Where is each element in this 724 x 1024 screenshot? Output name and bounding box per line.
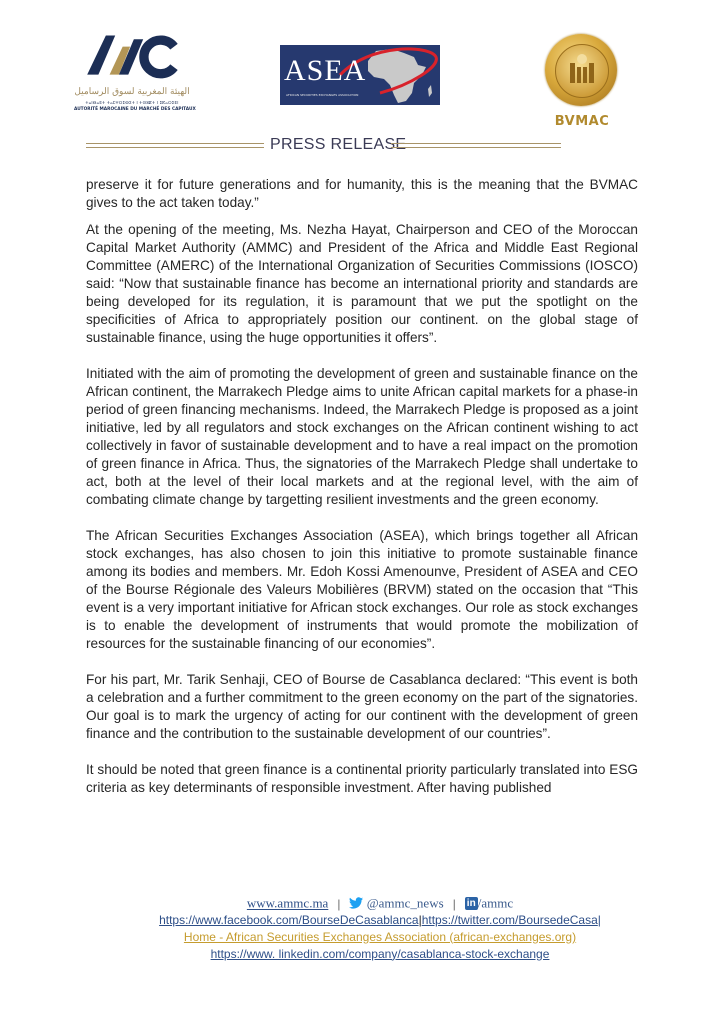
paragraph: preserve it for future generations and for humanity, this is the meaning that the BVMAC gives to the act taken today.” — [86, 177, 638, 210]
asea-logo — [280, 45, 440, 105]
footer — [130, 893, 630, 963]
press-release-body — [86, 176, 638, 797]
page-title: PRESS RELEASE — [270, 136, 407, 153]
title-rule-right — [391, 143, 561, 148]
footer-urls-line — [130, 912, 630, 929]
ammc-website-link[interactable]: www.ammc.ma — [246, 895, 329, 911]
ammc-french-name: AUTORITÉ MAROCAINE DU MARCHÉ DES CAPITAUX — [74, 107, 196, 112]
asea-subtitle: AFRICAN SECURITIES EXCHANGES ASSOCIATION — [286, 93, 359, 97]
paragraph: The African Securities Exchanges Association (ASEA), which brings together all African stock exchanges, has also chosen to join this initiative to promote sustainable finance among its bodies and members. Mr. Edoh Kossi Amenounve, President of ASEA and CEO of the Bourse Régionale des Valeurs Mobilières (BRVM) stated on the occasion that “This event is a very important initiative for African stock exchanges. Our role as stock exchanges is to enable the development of instruments that would promote the mobilization of resources for the sustainable financing of our economies”. — [86, 528, 638, 651]
ammc-arabic-name: الهيئة المغربية لسوق الرساميل — [74, 87, 190, 97]
separator: | — [337, 895, 341, 911]
linkedin-handle-link[interactable]: /ammc — [477, 895, 514, 911]
ammc-name-lines — [74, 86, 196, 113]
paragraph: Initiated with the aim of promoting the development of green and sustainable finance on the African continent, the Marrakech Pledge aims to unite African capital markets for a phase-in period of green financing mechanisms. Indeed, the Marrakech Pledge is proposed as a joint initiative, led by all regulators and stock exchanges on the African continent wishing to act collectively in favor of sustainable development and to have a real impact on the promotion of green finance in Africa. Thus, the signatories of the Marrakech Pledge shall undertake to act, both at the level of their local markets and at the regional level, with the aim of combating climate change by targetting resilient investments and the green economy. — [86, 366, 638, 507]
paragraph: For his part, Mr. Tarik Senhaji, CEO of Bourse de Casablanca declared: “This event is both a celebration and a further commitment to the green economy on the part of the signatories. Our goal is to mark the urgency of acting for our continent with the development of green finance and the contribution to the sustainable development of our countries”. — [86, 672, 638, 741]
paragraph: At the opening of the meeting, Ms. Nezha Hayat, Chairperson and CEO of the Moroccan Capital Market Authority (AMMC) and President of the Africa and Middle East Regional Committee (AMERC) of the International Organization of Securities Commissions (IOSCO) said: “Now that sustainable finance has become an international priority and standards are being developed for its regulation, it is paramount that we put the spotlight on the specificities of Africa to appropriately position our continent. on the global stage of sustainable finance, using the huge opportunities it offers”. — [86, 222, 638, 345]
bvmac-logo — [541, 34, 623, 134]
separator: | — [452, 895, 456, 911]
paragraph: It should be noted that green finance is a continental priority particularly translated into ESG criteria as key determinants of responsible investment. After having published — [86, 762, 638, 795]
ammc-monogram-icon — [82, 28, 182, 84]
footer-social-line — [130, 893, 630, 912]
ammc-tifinagh-name: ⵜⴰⵏⴱⴰⴹⵜ ⵜⴰⵎⵖⵔⵉⴱⵉⵜ ⵏ ⵜⵙⵓⵇⵜ ⵏ ⵉⴽⴰⵔⵉⴹⵏ — [85, 100, 179, 105]
separator: | — [597, 912, 601, 927]
twitter-icon — [349, 897, 363, 909]
facebook-link[interactable]: https://www.facebook.com/BourseDeCasablanca — [159, 912, 419, 927]
linkedin-url-link[interactable]: https://www. linkedin.com/company/casablanca-stock-exchange — [210, 946, 550, 961]
twitter-handle-link[interactable]: @ammc_news — [366, 895, 444, 911]
linkedin-icon: in — [465, 897, 478, 910]
bvmac-coin-icon — [545, 34, 617, 106]
bvmac-wordmark: BVMAC — [554, 114, 610, 129]
asea-home-link[interactable]: Home - African Securities Exchanges Association (african-exchanges.org) — [183, 929, 577, 944]
footer-linkedin-line — [130, 946, 630, 963]
title-rule-left — [86, 143, 264, 148]
separator: | — [418, 912, 422, 927]
asea-wordmark: ASEA — [284, 54, 367, 87]
footer-asea-line — [130, 929, 630, 946]
ammc-logo — [74, 28, 196, 124]
twitter-url-link[interactable]: https://twitter.com/BoursedeCasa — [421, 912, 598, 927]
